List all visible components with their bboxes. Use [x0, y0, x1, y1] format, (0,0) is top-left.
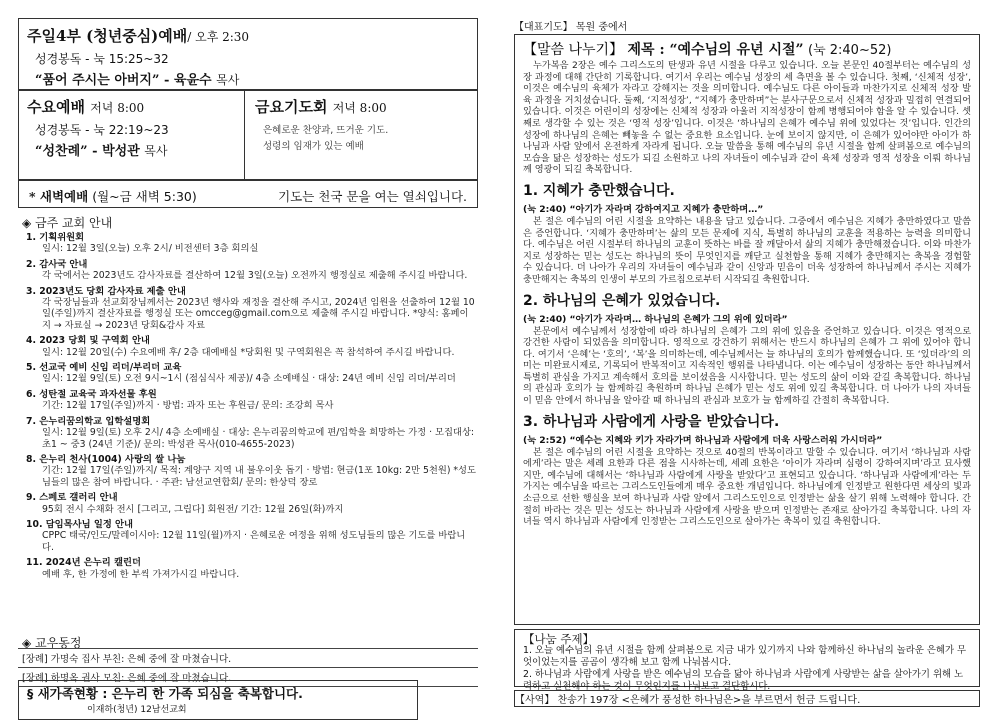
new-family-box — [18, 680, 418, 720]
friday-title: 금요기도회 — [255, 98, 328, 116]
news-header: ◈ 교우동정 — [22, 636, 82, 650]
wednesday-sermon: “성찬례” - 박성관 목사 — [35, 144, 168, 159]
friday-time: 저녁 8:00 — [332, 101, 387, 115]
section-verse: (눅 2:40) “아기가 자라며… 하나님의 은혜가 그의 위에 있더라” — [523, 313, 788, 325]
notice-item: 7. 은누리꿈의학교 입학설명회 일시: 12월 9일(토) 오후 2시/ 4층 소예배실 · 대상: 은누리꿈의학교에 편/입학을 희망하는 가정 · 모집대상: 초1 ~ 중3 (24년 기준)/ 문의: 박성관 목사(010-4655-2023) — [26, 415, 475, 450]
sermon-heading — [523, 39, 971, 59]
section-heading: 3. 하나님과 사람에게 사랑을 받았습니다. — [523, 413, 780, 430]
dawn-time: (월~금 새벽 5:30) — [92, 189, 197, 204]
dawn-slogan: 기도는 천국 문을 여는 열쇠입니다. — [278, 189, 467, 204]
sermon-bracket: 【말씀 나누기】 — [523, 42, 624, 58]
notices-list — [26, 232, 476, 584]
sunday-sermon: “품어 주시는 아버지” - 육윤수 목사 — [35, 73, 240, 88]
section-verse: (눅 2:52) “예수는 지혜와 키가 자라가며 하나님과 사람에게 더욱 사랑스러워 가시더라” — [523, 434, 883, 446]
section-heading: 2. 하나님의 은혜가 있었습니다. — [523, 292, 721, 309]
left-column — [18, 18, 478, 715]
notice-item: 2. 감사국 안내 각 국에서는 2023년도 감사자료를 결산하여 12월 3일(오늘) 오전까지 행정실로 제출해 주시길 바랍니다. — [26, 258, 468, 282]
section-text: 본 절은 예수님의 어린 시절을 요약하는 것으로 40절의 반복이라고 말할 수 있습니다. 여기서 ‘하나님과 사람에게’라는 말은 세례 요한과 다른 점을 시사하는데, 세례 요한은 ‘아이가 자라며 심령이 강하여지며’라고 묘사했지만, 예수님에 대해서는 ‘하나님과 사람에게 사랑을 받았다’고 표현되고 있습니다. ‘하나님과 사람에게’라는 두 가지는 예수님을 따르는 그리스도인들에게 매우 중요한 개념입니다. 하나님에게 인정받고 원한다면 세상의 빛과 소금으로 선한 행실을 보여 하나님과 사람 앞에서 그리스도인으로 인정받는 삶을 살기 위해 노력해야 합니다. 간절히 바라는 것은 믿는 성도는 하나님과 사람에게 사랑을 받으며 인정받는 존재로 살아가길 축복합니다. 나의 자녀들 역시 하나님과 사람에게 인정받는 그리스도인으로 살아가는 축복이 있길 축원합니다. — [523, 446, 971, 528]
news-item: [장례] 가명숙 집사 부친: 은혜 중에 잘 마쳤습니다. — [18, 648, 478, 667]
sermon-box — [514, 34, 980, 625]
sharing-question: 1. 오늘 예수님의 유년 시절을 함께 살펴봄으로 지금 내가 있기까지 나와 함께하신 하나님의 놀라운 은혜가 무엇이었는지를 곰곰이 생각해 보고 함께 나눠봅시다. — [523, 645, 967, 668]
notice-item: 9. 스페로 갤러리 안내 95회 전시 수채화 전시 [그리고, 그립다] 회원전/ 기간: 12월 26일(화)까지 — [26, 492, 344, 515]
notice-item: 4. 2023 당회 및 구역회 안내 일시: 12월 20일(수) 수요예배 후/ 2층 대예배실 *당회원 및 구역회원은 꼭 참석하여 주시길 바랍니다. — [26, 335, 455, 358]
sermon-intro: 누가복음 2장은 예수 그리스도의 탄생과 유년 시절을 다루고 있습니다. 오늘 본문인 40절부터는 예수님의 성장 과정에 대해 간단히 기록합니다. 여기서 우리는 예수님 성장의 세 측면을 볼 수 있습니다. 첫째, ‘신체적 성장’, 이것은 예수님의 육체가 자라고 강해지는 것을 의미합니다. 예수님도 다른 아이들과 마찬가지로 신체적 성장 발육 과정을 거치셨습니다. 둘째, ‘지적성장’, “지혜가 충만하며”는 분사구문으로서 신체적 성장과 밀접히 연결되어 있습니다. 이것은 어린이의 성장에는 신체적 성장과 아울러 지적성장이 함께 병행되어야 함을 알 수 있습니다. 셋째로 생각할 수 있는 것은 ‘영적 성장’입니다. 이것은 ‘하나님의 은혜가 예수님 위에 있었다는 것’입니다. 인간의 성장에 하나님의 은혜는 빼놓을 수 없는 중요한 요소입니다. 눈에 보이지 않지만, 이 은혜가 있어야만 아이가 하나님과 사람 앞에서 온전하게 자라게 됩니다. 오늘 말씀을 통해 예수님의 유년 시절을 함께 살펴봄으로 예수님의 모습을 닮은 성장하는 성도가 되길 소원하고 나의 자녀들이 예수님과 같이 육체 성장과 영적 성장을 이뤄 하나님께 영광이 되길 축복합니다. — [523, 60, 971, 176]
new-family-names: 이재하(청년) 12남선교회 — [87, 705, 187, 715]
sermon-title: 제목 : “예수님의 유년 시절” — [627, 42, 804, 58]
sharing-topics-box — [514, 629, 980, 692]
right-column — [514, 18, 980, 706]
section-text: 본 절은 예수님의 어린 시절을 요약하는 내용을 담고 있습니다. 그중에서 예수님은 지혜가 충만하였다고 말씀은 증언합니다. ‘지혜가 충만하며’는 삶의 모든 문제에 지식, 특별히 하나님의 교훈을 적용하는 능력을 의미합니다. 예수님은 어린 시절부터 하나님의 교훈이 뜻하는 바를 잘 깨달아서 삶의 지혜가 충만해졌습니다. 이와 마찬가지로 성장하는 믿는 성도는 하나님의 뜻이 무엇인지를 깨닫고 실천함을 통해 지혜가 충만해지는 축복을 경험할 수 있습니다. 더 나아가 우리의 자녀들이 예수님과 같이 신앙과 믿음이 더욱 성장하여 하나님께서 주시는 지혜가 충만해지는 축복의 인생이 부모의 가르침으로부터 시작되길 축원합니다. — [523, 215, 971, 285]
offering-note: 【사역】 찬송가 197장 <은혜가 풍성한 하나님은>을 부르면서 헌금 드립니다. — [514, 690, 980, 707]
wednesday-time: 저녁 8:00 — [90, 101, 145, 115]
friday-line-1: 은혜로운 찬양과, 뜨거운 기도. — [263, 125, 389, 136]
news-item: [장례] 하명옥 권사 모친: 은혜 중에 잘 마쳤습니다. — [18, 667, 478, 687]
new-family-title: § 새가족현황 : 은누리 한 가족 되심을 축복합니다. — [27, 686, 303, 701]
wednesday-scripture: 성경봉독 - 눅 22:19~23 — [35, 123, 169, 137]
dawn-prayer-box — [18, 180, 478, 208]
section-verse: (눅 2:40) “아기가 자라며 강하여지고 지혜가 충만하며…” — [523, 203, 764, 215]
section-heading: 1. 지혜가 충만했습니다. — [523, 182, 675, 199]
sunday-worship-box — [18, 18, 478, 90]
wednesday-worship — [19, 91, 245, 181]
notice-item: 1. 기획위원회 일시: 12월 3일(오늘) 오후 2시/ 비전센터 3층 회의실 — [26, 232, 259, 255]
prayer-leader: 【대표기도】 목원 중에서 — [514, 22, 628, 33]
section-text: 본문에서 예수님께서 성장함에 따라 하나님의 은혜가 그의 위에 있음을 증언하고 있습니다. 이것은 영적으로 강건한 사람이 되었음을 의미합니다. 영적으로 강건하기 위해서는 반드시 하나님의 은혜가 그 위에 있어야 합니다. 여기서 ‘은혜’는 ‘호의’, ‘복’을 의미하는데, 예수님께서는 늘 하나님의 호의가 함께했습니다. 또 ‘있더라’의 의미는 미완료시제로, 기록되어 반복적이고 지속적인 행위를 나타냅니다. 이는 예수님이 성장하는 동안 하나님께서 특별히 관심을 가지고 계속해서 호의를 보이셨음을 시사합니다. 믿는 성도의 삶이 이와 같길 축복합니다. 하나님의 관심과 호의가 늘 함께하길 축원하며 하나님 은혜가 믿는 성도 위에 있길 축복합니다. 더 나아가 나의 자녀들이 믿음 안에서 하나님을 알아갈 때 하나님의 관심과 보호가 늘 함께하길 간절히 축복합니다. — [523, 325, 971, 407]
sunday-worship-title: 주일4부 (청년중심)예배/ 오후 2:30 — [27, 27, 250, 45]
sunday-scripture: 성경봉독 - 눅 15:25~32 — [35, 52, 169, 66]
sharing-header: 【나눔 주제】 — [523, 632, 595, 646]
sharing-question: 2. 하나님과 사람에게 사랑을 받은 예수님의 모습을 닮아 하나님과 사람에게 사랑받는 삶을 살아가기 위해 노력하고 실천해야 하는 것이 무엇인지를 나눠보고 결단합시다. — [523, 669, 964, 692]
notice-item: 6. 성탄절 교육국 과자선물 후원 기간: 12월 17일(주일)까지 · 방법: 과자 또는 후원금/ 문의: 조강희 목사 — [26, 388, 334, 412]
midweek-worship-box — [18, 90, 478, 180]
notice-item: 5. 선교국 예비 신임 리더/부리더 교육 일시: 12월 9일(토) 오전 9시~1시 (점심식사 제공)/ 4층 소예배실 · 대상: 24년 예비 신임 리더/부리더 — [26, 362, 456, 385]
wednesday-title: 수요예배 — [27, 98, 85, 116]
sermon-reference: (눅 2:40~52) — [808, 43, 892, 58]
notice-item: 8. 은누리 천사(1004) 사랑의 쌀 나눔 기간: 12월 17일(주일)까지/ 목적: 계양구 지역 내 불우이웃 돕기 · 방법: 현금(1포 10kg: 2만 5천원) *성도님들의 많은 참여 바랍니다. · 주관: 남선교연합회/ 문의: 한상덕 장로 — [26, 453, 477, 488]
dawn-title: * 새벽예배 — [29, 189, 89, 204]
notice-item: 11. 2024년 은누리 캘린더 예배 후, 한 가정에 한 부씩 가져가시길 바랍니다. — [26, 557, 240, 580]
notice-item: 3. 2023년도 당회 감사자료 제출 안내 각 국장님들과 선교회장님께서는 2023년 행사와 재정을 결산해 주시고, 2024년 임원을 선출하여 12월 10일(주일)까지 결산자료를 행정실 또는 omcceg@gmail.com으로 제출해 주시길 바랍니다. *양식: 홈페이지 → 자료실 → 2023년 당회&감사 자료 — [26, 285, 475, 331]
friday-prayer — [245, 91, 477, 181]
notices-header: ◈ 금주 교회 안내 — [22, 216, 113, 230]
friday-line-2: 성령의 임재가 있는 예배 — [263, 141, 364, 152]
notice-item: 10. 담임목사님 일정 안내 CPPC 태국/인도/말레이시아: 12월 11일(월)까지 · 은혜로운 여정을 위해 성도님들의 많은 기도를 바랍니다. — [26, 518, 466, 553]
